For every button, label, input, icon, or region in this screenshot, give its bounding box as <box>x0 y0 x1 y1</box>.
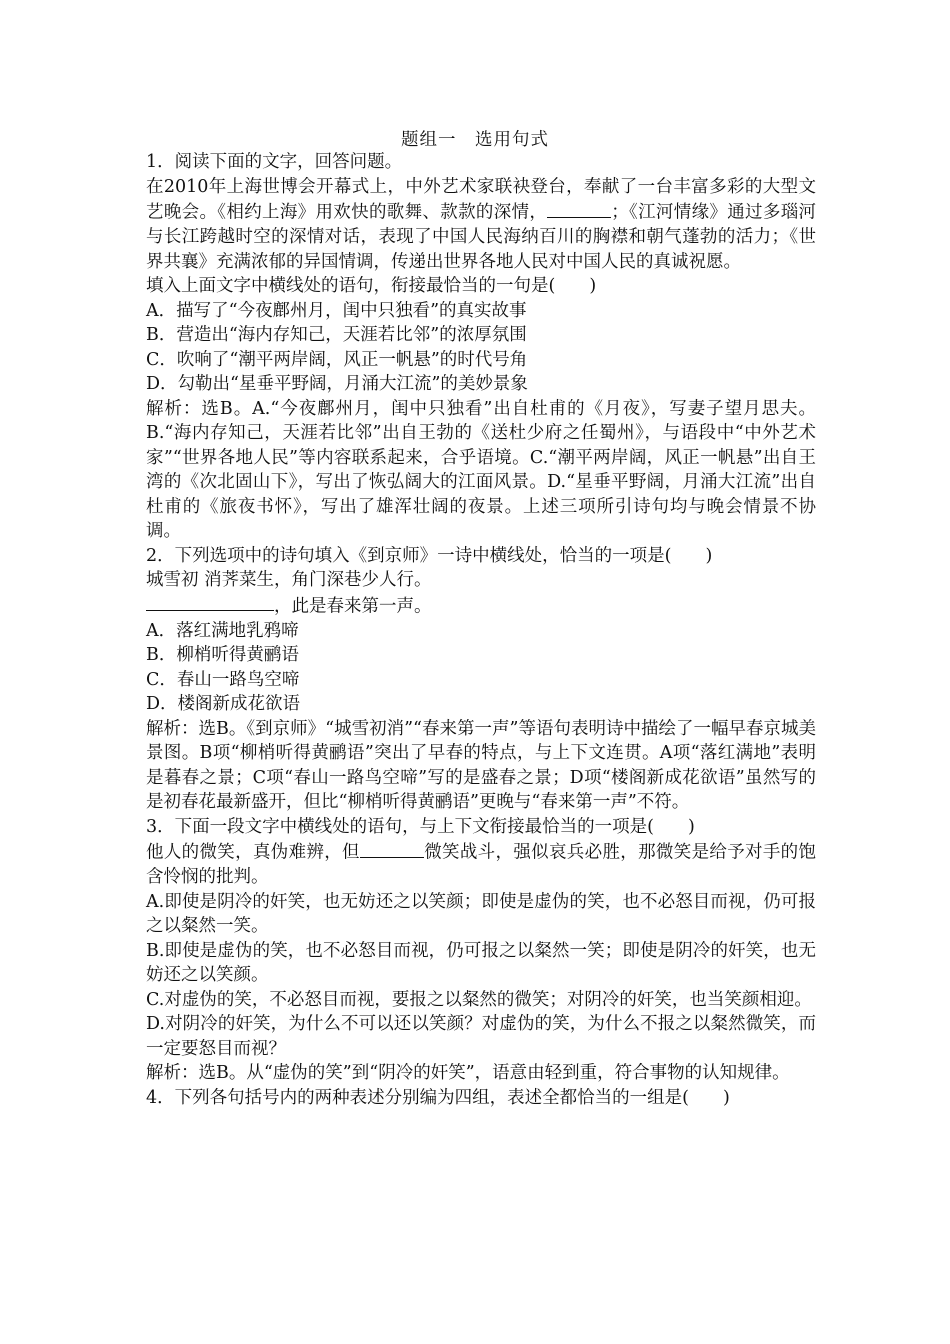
q1-passage-a: 在2010年上海世博会开幕式上，中外艺术家联袂登台，奉献了一台丰富多彩的大型文艺晚会。《相约上海》用欢快的歌舞、款款的深情， <box>146 176 816 223</box>
q1-option-a: A．描写了“今夜鄜州月，闺中只独看”的真实故事 <box>146 300 527 321</box>
q1-option-b: B．营造出“海内存知己，天涯若比邻”的浓厚氛围 <box>146 325 527 345</box>
q2-paren-close: ) <box>705 545 713 566</box>
q2-stem <box>146 544 816 569</box>
q3-blank <box>360 839 424 858</box>
q2-analysis: 解析：选B。《到京师》“城雪初消”“春来第一声”等语句表明诗中描绘了一幅早春京城美景图。B项“柳梢听得黄鹂语”突出了早春的特点，与上下文连贯。A项“落红满地”表明是暮春之景；C项“春山一路鸟空啼”写的是盛春之景；D项“楼阁新成花欲语”虽然写的是初春花最新盛开，但比“柳梢听得黄鹂语”更晚与“春来第一声”不符。 <box>146 718 816 812</box>
q2-poem-line2-text: ，此是春来第一声。 <box>274 596 432 616</box>
q2-poem-line2 <box>146 593 816 619</box>
q4-paren-close: ) <box>722 1087 730 1108</box>
document-body <box>146 150 816 1110</box>
q4-stem <box>146 1086 816 1111</box>
q1-question <box>146 274 816 299</box>
q2-stem-text: 2．下列选项中的诗句填入《到京师》一诗中横线处，恰当的一项是( <box>146 545 672 566</box>
q3-passage-b: 微笑战斗，强似哀兵必胜，那微笑是给予对手的饱含怜悯的批判。 <box>146 842 817 887</box>
q1-option-c: C．吹响了“潮平两岸阔，风正一帆悬”的时代号角 <box>146 349 528 370</box>
q3-passage <box>146 839 816 890</box>
q2-option-c: C．春山一路鸟空啼 <box>146 669 300 690</box>
q1-question-text: 填入上面文字中横线处的语句，衔接最恰当的一句是( <box>146 276 556 296</box>
q1-stem: 1．阅读下面的文字，回答问题。 <box>146 152 403 172</box>
q1-option-d: D．勾勒出“星垂平野阔，月涌大江流”的美妙景象 <box>146 374 528 394</box>
q4-stem-text: 4．下列各句括号内的两种表述分别编为四组，表述全都恰当的一组是( <box>146 1087 689 1108</box>
q3-paren-close: ) <box>687 816 695 837</box>
section-title: 题组一 选用句式 <box>401 130 549 150</box>
q3-option-a: A.即使是阴冷的奸笑，也无妨还之以笑颜；即使是虚伪的笑，也不必怒目而视，仍可报之以粲然一笑。 <box>146 891 816 936</box>
q3-option-b: B.即使是虚伪的笑，也不必怒目而视，仍可报之以粲然一笑；即使是阴冷的奸笑，也无妨还之以笑颜。 <box>146 940 816 985</box>
q3-passage-a: 他人的微笑，真伪难辨，但 <box>146 842 360 863</box>
q2-blank <box>146 593 274 612</box>
q1-blank <box>547 199 611 218</box>
q2-poem-line1: 城雪初 消荠菜生，角门深巷少人行。 <box>146 570 432 590</box>
q2-option-b: B．柳梢听得黄鹂语 <box>146 645 299 665</box>
q3-analysis: 解析：选B。从“虚伪的笑”到“阴冷的奸笑”，语意由轻到重，符合事物的认知规律。 <box>146 1063 790 1083</box>
q2-option-a: A．落红满地乳鸦啼 <box>146 620 299 641</box>
q1-passage-b: ；《江河情缘》通过多瑙河与长江跨越时空的深情对话，表现了中国人民海纳百川的胸襟和朝气蓬勃的活力；《世界共襄》充满浓郁的异国情调，传递出世界各地人民对中国人民的真诚祝愿。 <box>146 202 817 272</box>
q3-stem <box>146 815 816 840</box>
q1-analysis: 解析：选B。A.“今夜鄜州月，闺中只独看”出自杜甫的《月夜》，写妻子望月思夫。B.“海内存知己，天涯若比邻”出自王勃的《送杜少府之任蜀州》，与语段中“中外艺术家”“世界各地人民”等内容联系起来，合乎语境。C.“潮平两岸阔，风正一帆悬”出自王湾的《次北固山下》，写出了恢弘阔大的江面风景。D.“星垂平野阔，月涌大江流”出自杜甫的《旅夜书怀》，写出了雄浑壮阔的夜景。上述三项所引诗句均与晚会情景不协调。 <box>146 398 816 541</box>
q1-passage <box>146 175 816 275</box>
q1-paren-close: ) <box>589 276 597 296</box>
q3-option-d: D.对阴冷的奸笑，为什么不可以还以笑颜？对虚伪的笑，为什么不报之以粲然微笑，而一定要怒目而视？ <box>146 1014 816 1059</box>
q3-stem-text: 3．下面一段文字中横线处的语句，与上下文衔接最恰当的一项是( <box>146 816 654 837</box>
q3-option-c: C.对虚伪的笑，不必怒目而视，要报之以粲然的微笑；对阴冷的奸笑，也当笑颜相迎。 <box>146 989 812 1010</box>
q2-option-d: D．楼阁新成花欲语 <box>146 694 301 714</box>
